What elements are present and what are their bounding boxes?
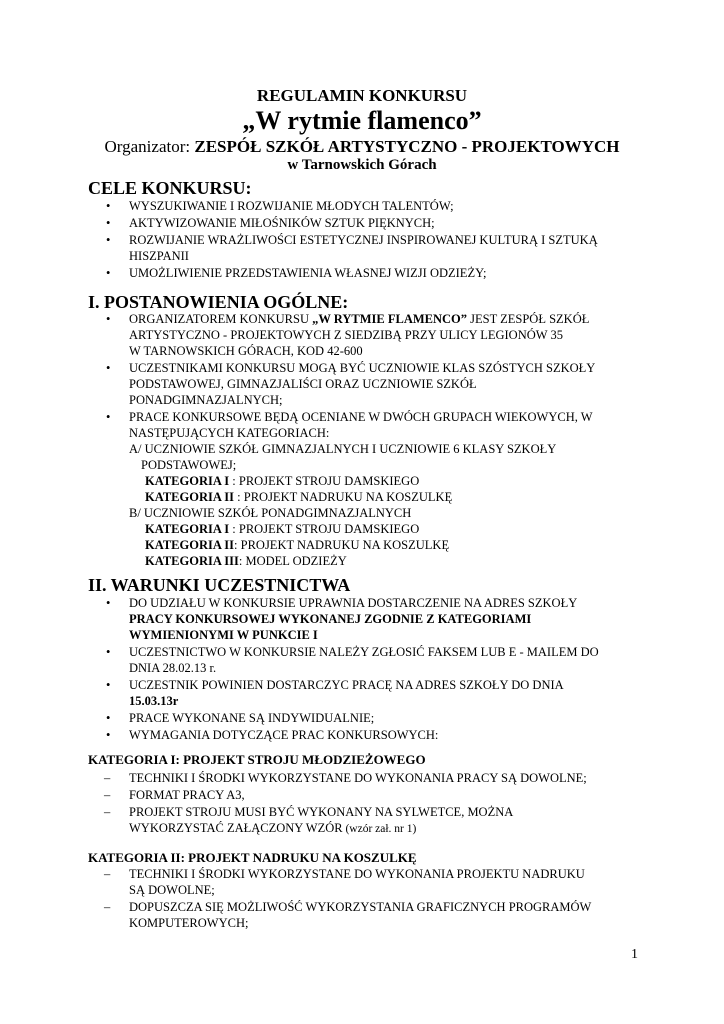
contest-name: „W rytmie flamenco” — [242, 106, 482, 135]
section-heading-postanowienia: I. POSTANOWIENIA OGÓLNE: — [88, 292, 349, 312]
organizer-label: Organizator: — [104, 137, 195, 156]
organizer-place: w Tarnowskich Górach — [287, 157, 437, 173]
list-item: • UCZESTNICTWO W KONKURSIE NALEŻY ZGŁOSIĆ FAKSEM LUB E - MAILEM DO DNIA 28.02.13 r. — [106, 645, 599, 675]
list-item: • ORGANIZATOREM KONKURSU „W RYTMIE FLAMENCO” JEST ZESPÓŁ SZKÓŁ ARTYSTYCZNO - PROJEKTOWYCH Z SIEDZIBĄ PRZY ULICY LEGIONÓW 35 W TARNOWSKICH GÓRACH, KOD 42-600 — [106, 312, 590, 358]
bullet-icon: • — [106, 312, 111, 326]
dash-icon: – — [104, 788, 111, 802]
section-heading-cele: CELE KONKURSU: — [88, 178, 252, 198]
page-number: 1 — [631, 947, 638, 962]
dash-icon: – — [104, 867, 111, 881]
bullet-icon: • — [106, 678, 111, 692]
bullet-icon: • — [106, 233, 111, 247]
list-item: • WYMAGANIA DOTYCZĄCE PRAC KONKURSOWYCH: — [106, 728, 439, 742]
cele-list — [104, 198, 644, 282]
postanowienia-list — [104, 311, 644, 570]
list-item: • PRACE KONKURSOWE BĘDĄ OCENIANE W DWÓCH GRUPACH WIEKOWYCH, W NASTĘPUJĄCYCH KATEGORIACH: A/ UCZNIOWIE SZKÓŁ GIMNAZJALNYCH I UCZNIOWIE 6 KLASY SZKOŁY PODSTAWOWEJ; KATEGORIA I : PROJEKT STROJU DAMSKIEGO KATEGORIA II : PROJEKT NADRUKU NA KOSZULKĘ B/ UCZNIOWIE SZKÓŁ PONADGIMNAZJALNYCH KATEGORIA I : PROJEKT STROJU DAMSKIEGO KATEGORIA II: PROJEKT NADRUKU NA KOSZULKĘ KATEGORIA III: MODEL ODZIEŻY — [106, 410, 593, 568]
bullet-icon: • — [106, 199, 111, 213]
list-item: • DO UDZIAŁU W KONKURSIE UPRAWNIA DOSTARCZENIE NA ADRES SZKOŁY PRACY KONKURSOWEJ WYKONANEJ ZGODNIE Z KATEGORIAMI WYMIENIONYMI W PUNKCIE I — [106, 596, 578, 642]
list-item: – PROJEKT STROJU MUSI BYĆ WYKONANY NA SYLWETCE, MOŻNA WYKORZYSTAĆ ZAŁĄCZONY WZÓR (wzór zał. nr 1) — [104, 805, 514, 835]
list-item: • UMOŻLIWIENIE PRZEDSTAWIENIA WŁASNEJ WIZJI ODZIEŻY; — [106, 266, 487, 280]
dash-icon: – — [104, 805, 111, 819]
organizer-line — [0, 137, 724, 157]
list-item: • UCZESTNIK POWINIEN DOSTARCZYC PRACĘ NA ADRES SZKOŁY DO DNIA 15.03.13r — [106, 678, 564, 708]
doc-title: REGULAMIN KONKURSU — [256, 86, 468, 105]
dash-icon: – — [104, 771, 111, 785]
bullet-icon: • — [106, 728, 111, 742]
section-heading-warunki: II. WARUNKI UCZESTNICTWA — [88, 575, 351, 595]
bullet-icon: • — [106, 711, 111, 725]
kat1-list — [104, 770, 644, 838]
list-item: • UCZESTNIKAMI KONKURSU MOGĄ BYĆ UCZNIOWIE KLAS SZÓSTYCH SZKOŁY PODSTAWOWEJ, GIMNAZJALIŚCI ORAZ UCZNIOWIE SZKÓŁ PONADGIMNAZJALNYCH; — [106, 361, 596, 407]
list-item: – TECHNIKI I ŚRODKI WYKORZYSTANE DO WYKONANIA PRACY SĄ DOWOLNE; — [104, 771, 587, 785]
dash-icon: – — [104, 900, 111, 914]
list-item: – FORMAT PRACY A3, — [104, 788, 245, 802]
list-item: – DOPUSZCZA SIĘ MOŻLIWOŚĆ WYKORZYSTANIA GRAFICZNYCH PROGRAMÓW KOMPUTEROWYCH; — [104, 900, 592, 930]
bullet-icon: • — [106, 216, 111, 230]
list-item: • PRACE WYKONANE SĄ INDYWIDUALNIE; — [106, 711, 375, 725]
list-item: • AKTYWIZOWANIE MIŁOŚNIKÓW SZTUK PIĘKNYCH; — [106, 216, 435, 230]
bullet-icon: • — [106, 361, 111, 375]
warunki-list — [104, 595, 644, 744]
bullet-icon: • — [106, 596, 111, 610]
list-item: • ROZWIJANIE WRAŻLIWOŚCI ESTETYCZNEJ INSPIROWANEJ KULTURĄ I SZTUKĄ HISZPANII — [106, 233, 598, 263]
kat2-list — [104, 866, 644, 932]
bullet-icon: • — [106, 410, 111, 424]
list-item: – TECHNIKI I ŚRODKI WYKORZYSTANE DO WYKONANIA PROJEKTU NADRUKU SĄ DOWOLNE; — [104, 867, 585, 897]
list-item: • WYSZUKIWANIE I ROZWIJANIE MŁODYCH TALENTÓW; — [106, 199, 454, 213]
bullet-icon: • — [106, 266, 111, 280]
bullet-icon: • — [106, 645, 111, 659]
organizer-name: ZESPÓŁ SZKÓŁ ARTYSTYCZNO - PROJEKTOWYCH — [194, 137, 620, 156]
subsection-heading-kat2: KATEGORIA II: PROJEKT NADRUKU NA KOSZULKĘ — [88, 850, 417, 865]
subsection-heading-kat1: KATEGORIA I: PROJEKT STROJU MŁODZIEŻOWEGO — [88, 752, 426, 767]
